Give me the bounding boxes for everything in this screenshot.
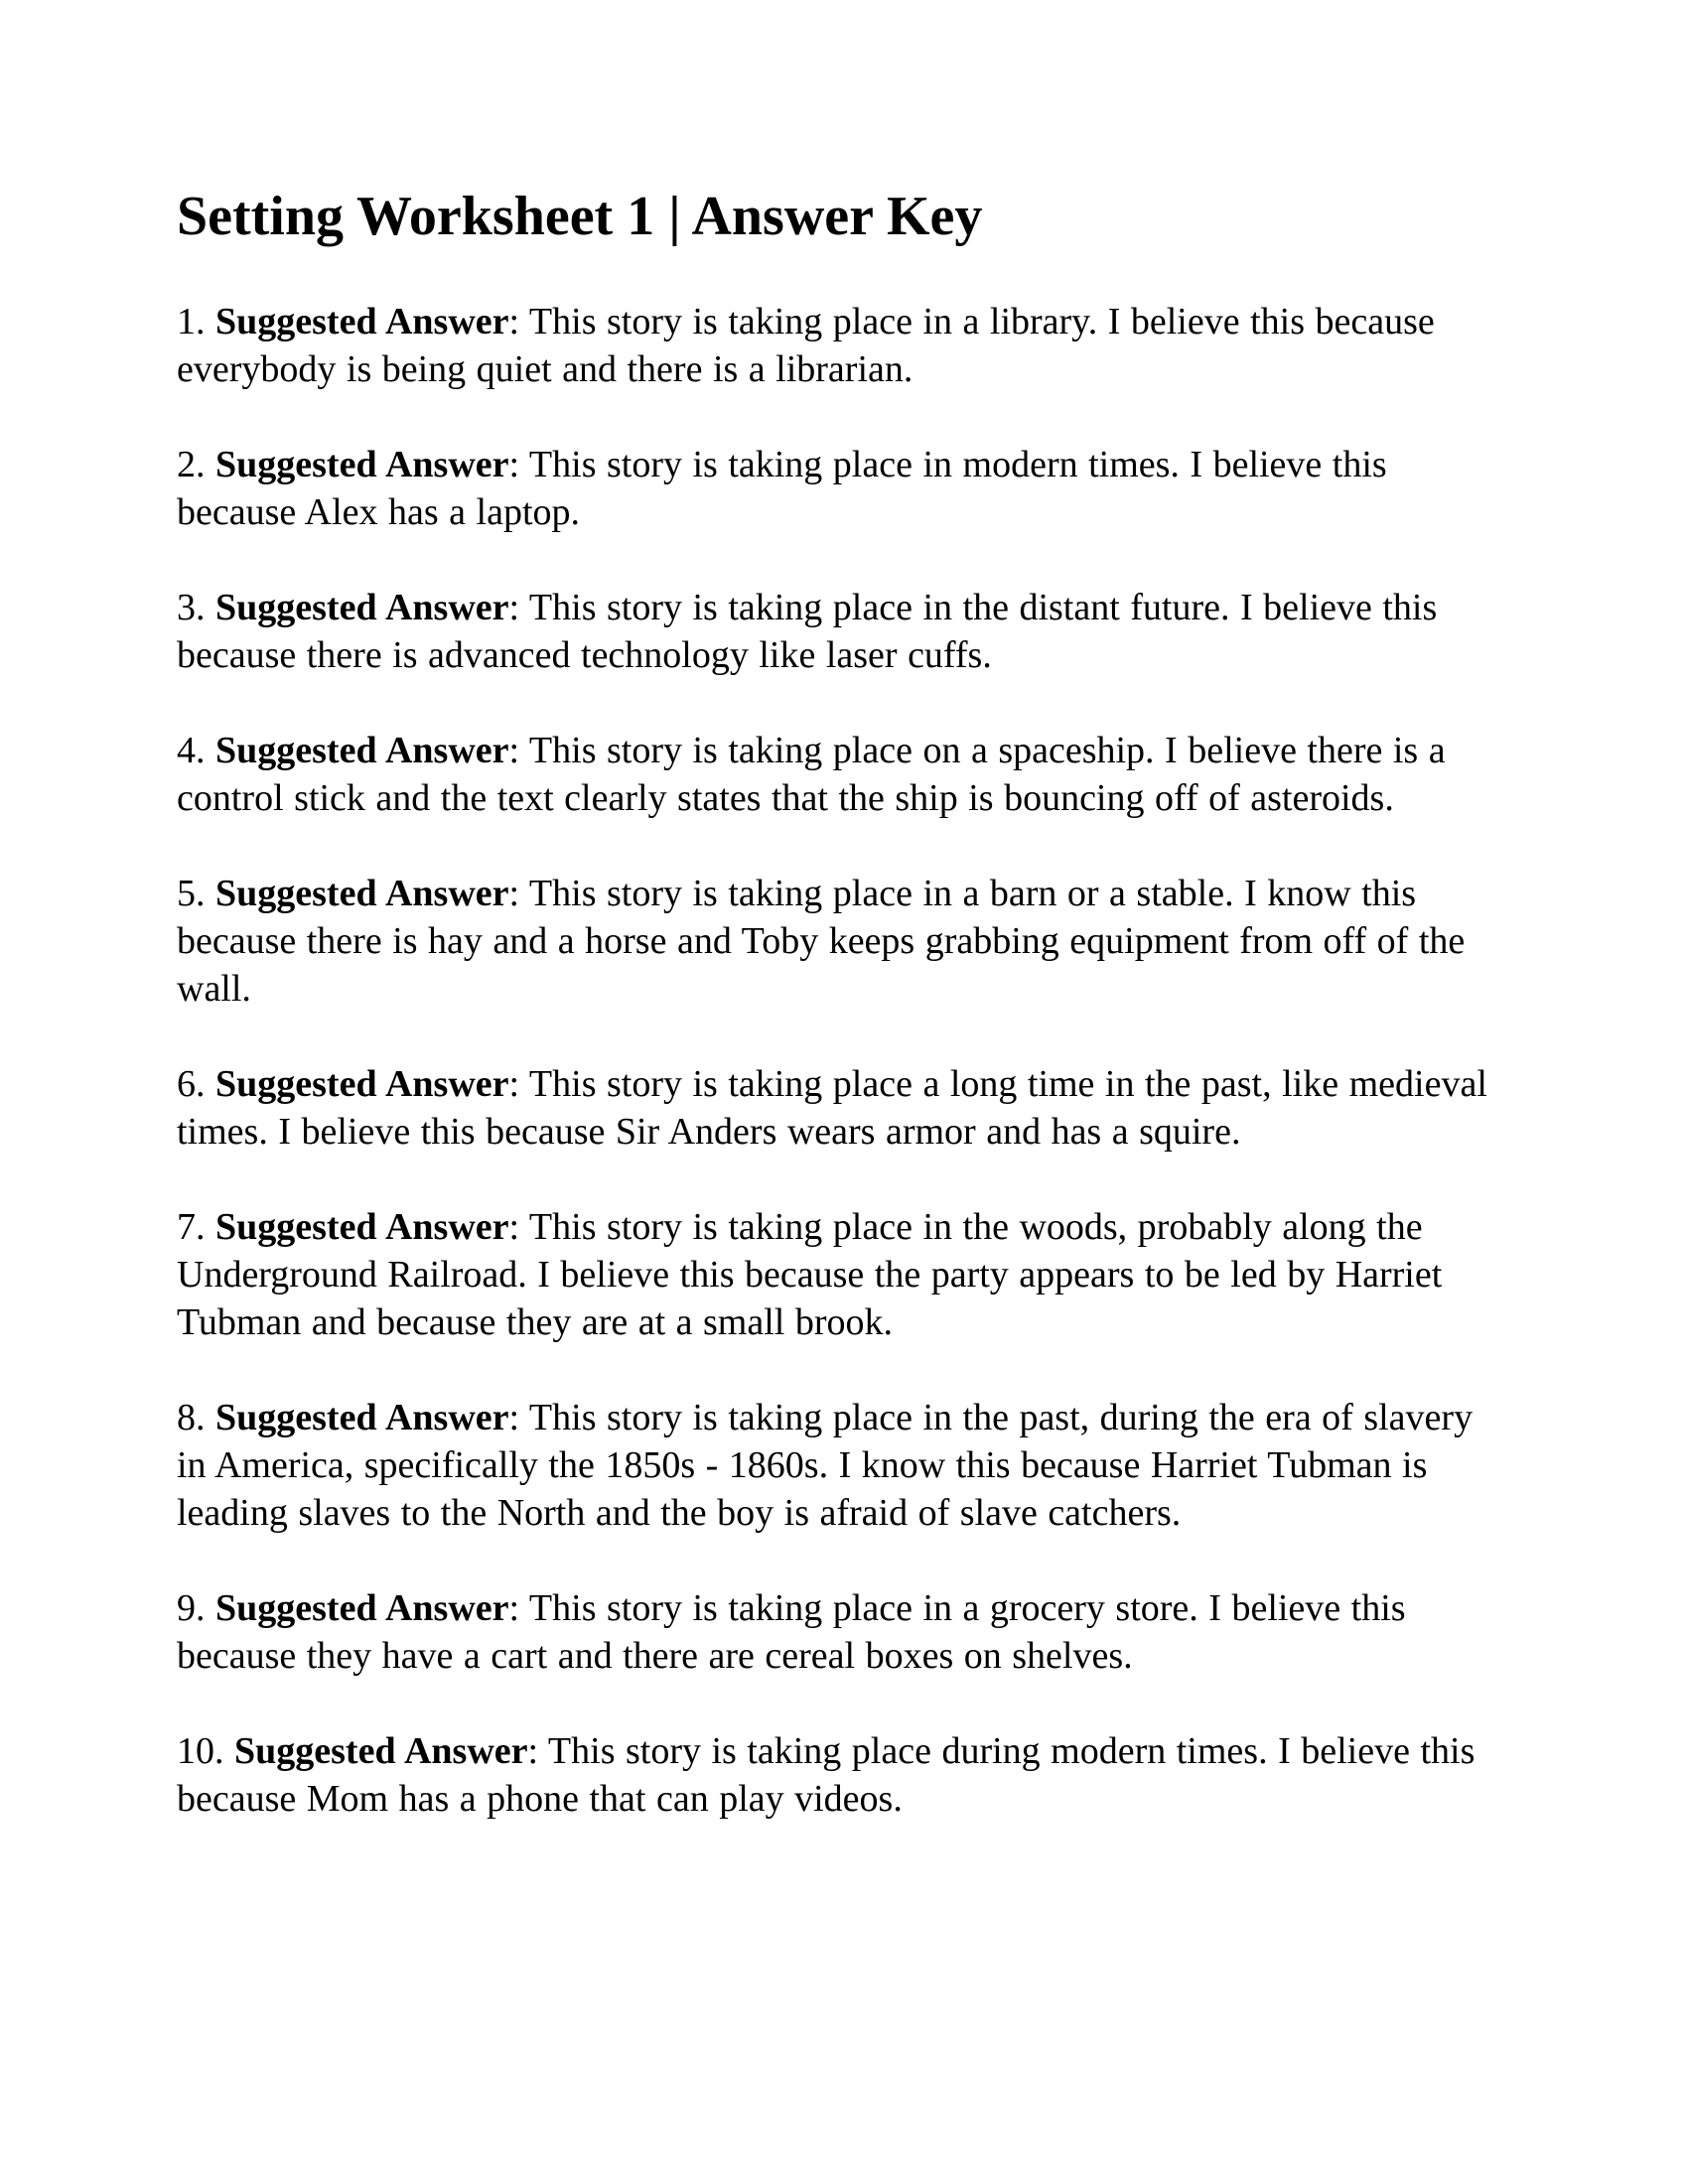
answer-item-3	[177, 584, 1507, 679]
worksheet-page	[177, 177, 1507, 1870]
answer-text: This story is taking place in a library. I believe this because everybody is being quiet and there is a librarian.	[177, 301, 1435, 390]
answer-item-2	[177, 441, 1507, 536]
answer-separator: :	[508, 1587, 520, 1629]
answer-label: Suggested Answer	[215, 301, 509, 342]
answer-number: 7.	[177, 1206, 206, 1248]
answer-item-10	[177, 1727, 1507, 1823]
answer-item-7	[177, 1203, 1507, 1346]
answer-separator: :	[508, 587, 520, 628]
answer-label: Suggested Answer	[234, 1730, 528, 1772]
answer-number: 9.	[177, 1587, 206, 1629]
answer-number: 6.	[177, 1063, 206, 1105]
page-title: Setting Worksheet 1 | Answer Key	[177, 186, 983, 247]
answer-separator: :	[508, 444, 520, 485]
answer-number: 1.	[177, 301, 206, 342]
answer-list	[177, 298, 1507, 1823]
answer-text: This story is taking place in modern times. I believe this because Alex has a laptop.	[177, 444, 1387, 533]
answer-item-4	[177, 727, 1507, 822]
answer-separator: :	[508, 1063, 520, 1105]
answer-number: 10.	[177, 1730, 224, 1772]
answer-label: Suggested Answer	[215, 1397, 509, 1438]
answer-separator: :	[508, 873, 520, 914]
answer-separator: :	[527, 1730, 539, 1772]
answer-label: Suggested Answer	[215, 444, 509, 485]
answer-text: This story is taking place a long time in the past, like medieval times. I believe this because Sir Anders wears armor and has a squire.	[177, 1063, 1487, 1153]
answer-text: This story is taking place in the distant future. I believe this because there is advanced technology like laser cuffs.	[177, 587, 1438, 676]
answer-label: Suggested Answer	[215, 587, 509, 628]
answer-number: 8.	[177, 1397, 206, 1438]
answer-label: Suggested Answer	[215, 730, 509, 771]
answer-text: This story is taking place on a spaceship. I believe there is a control stick and the text clearly states that the ship is bouncing off of asteroids.	[177, 730, 1446, 819]
answer-number: 5.	[177, 873, 206, 914]
answer-separator: :	[508, 301, 520, 342]
answer-item-6	[177, 1060, 1507, 1156]
answer-item-1	[177, 298, 1507, 393]
answer-label: Suggested Answer	[215, 1063, 509, 1105]
answer-text: This story is taking place in a grocery store. I believe this because they have a cart and there are cereal boxes on shelves.	[177, 1587, 1406, 1677]
answer-number: 4.	[177, 730, 206, 771]
answer-number: 2.	[177, 444, 206, 485]
answer-text: This story is taking place in the past, during the era of slavery in America, specifically the 1850s - 1860s. I know this because Harriet Tubman is leading slaves to the North and the boy is afraid of slave catchers.	[177, 1397, 1474, 1534]
answer-text: This story is taking place in the woods, probably along the Underground Railroad. I believe this because the party appears to be led by Harriet Tubman and because they are at a small brook.	[177, 1206, 1443, 1343]
answer-item-9	[177, 1584, 1507, 1680]
answer-item-5	[177, 870, 1507, 1013]
answer-text: This story is taking place in a barn or a stable. I know this because there is hay and a horse and Toby keeps grabbing equipment from off of the wall.	[177, 873, 1466, 1010]
answer-separator: :	[508, 1397, 520, 1438]
answer-separator: :	[508, 730, 520, 771]
answer-label: Suggested Answer	[215, 1206, 509, 1248]
answer-label: Suggested Answer	[215, 873, 509, 914]
answer-number: 3.	[177, 587, 206, 628]
answer-label: Suggested Answer	[215, 1587, 509, 1629]
answer-separator: :	[508, 1206, 520, 1248]
answer-text: This story is taking place during modern times. I believe this because Mom has a phone that can play videos.	[177, 1730, 1476, 1820]
answer-item-8	[177, 1394, 1507, 1537]
